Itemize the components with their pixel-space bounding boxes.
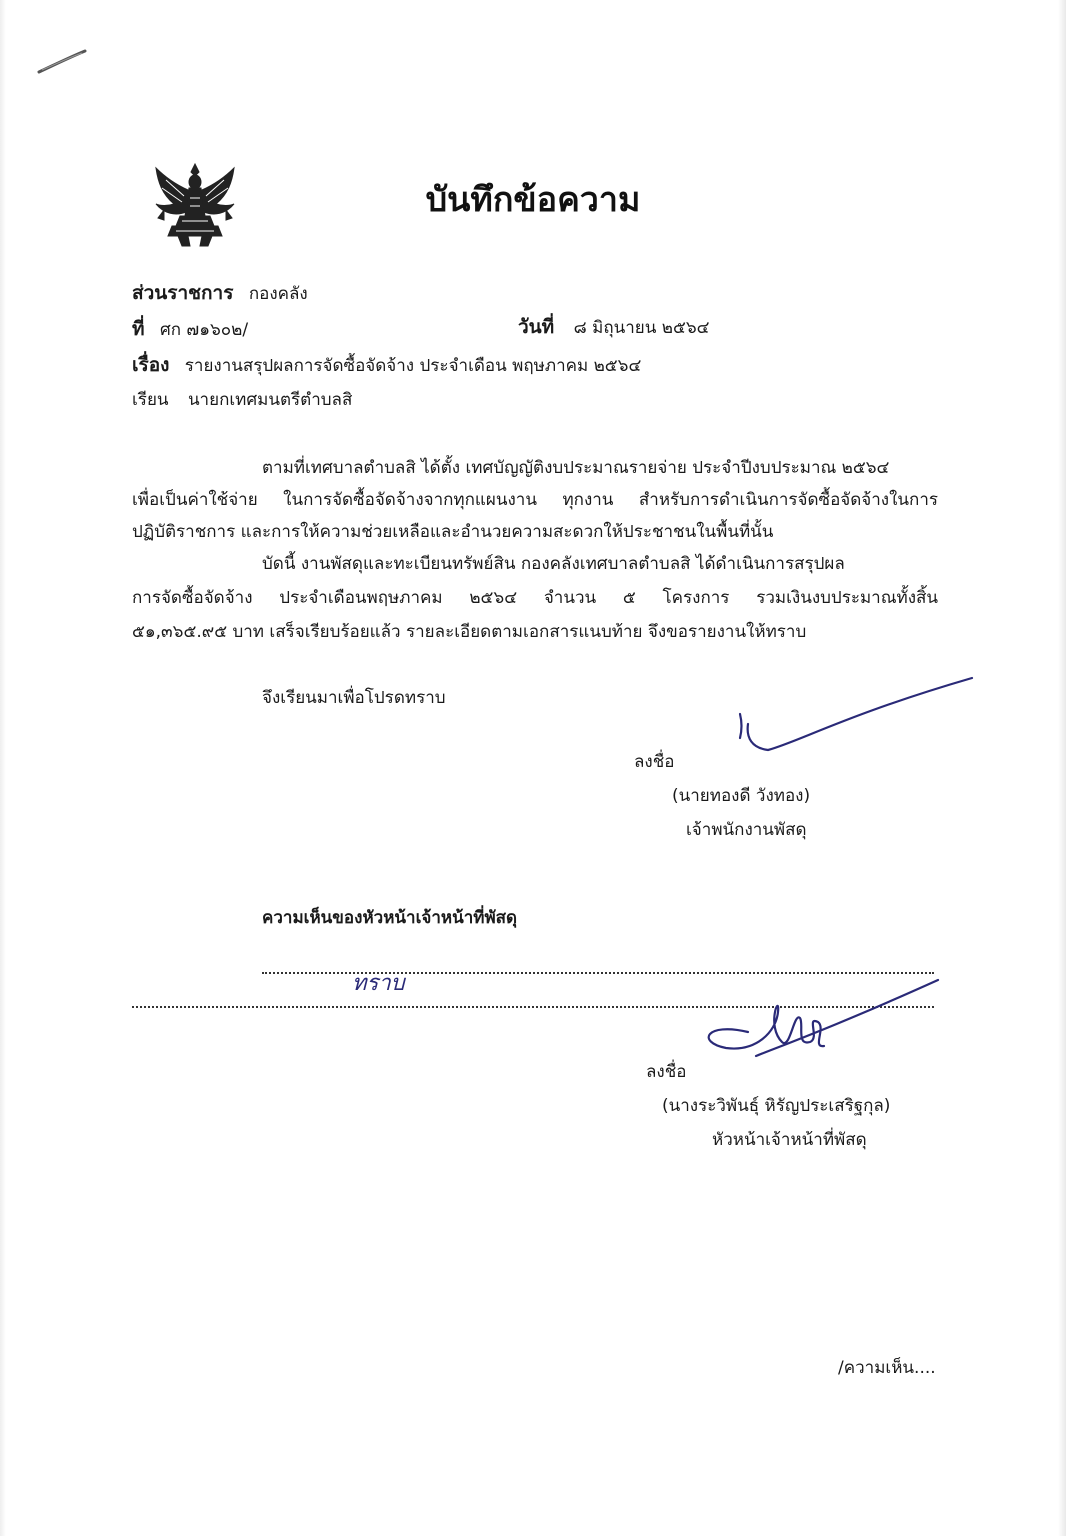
memo-title: บันทึกข้อความ: [425, 180, 641, 220]
signature-1-icon: [728, 672, 988, 772]
recipient-value: นายกเทศมนตรีตำบลสิ: [187, 390, 353, 410]
signer-1-sign-label: ลงชื่อ: [634, 752, 675, 772]
continuation-note: /ความเห็น....: [838, 1358, 936, 1378]
handwritten-opinion-text: ทราบ: [352, 971, 405, 996]
handwritten-opinion: [348, 966, 438, 1000]
subject-label: เรื่อง: [132, 354, 170, 376]
reference-label: ที่: [132, 318, 145, 340]
pen-mark: [36, 48, 88, 76]
date-label: วันที่: [518, 316, 555, 338]
signer-2-name: (นางระวิพันธุ์ หิรัญประเสริฐกุล): [662, 1096, 891, 1116]
opinion-heading: ความเห็นของหัวหน้าเจ้าหน้าที่พัสดุ: [262, 908, 518, 928]
agency-row: [132, 278, 308, 308]
body-p2-line1: บัดนี้ งานพัสดุและทะเบียนทรัพย์สิน กองคลังเทศบาลตำบลสิ ได้ดำเนินการสรุปผล: [262, 554, 845, 574]
subject-value: รายงานสรุปผลการจัดซื้อจัดจ้าง ประจำเดือน พฤษภาคม ๒๕๖๔: [184, 356, 642, 376]
reference-value: ศก ๗๑๖๐๒/: [159, 320, 249, 340]
recipient-label: เรียน: [132, 390, 169, 410]
signer-2-sign-label: ลงชื่อ: [646, 1062, 687, 1082]
body-p1-line1: ตามที่เทศบาลตำบลสิ ได้ตั้ง เทศบัญญัติงบประมาณรายจ่าย ประจำปีงบประมาณ ๒๕๖๔: [262, 458, 890, 478]
signer-1-name: (นายทองดี วังทอง): [672, 786, 811, 806]
body-p1-line2: เพื่อเป็นค่าใช้จ่าย ในการจัดซื้อจัดจ้างจากทุกแผนงาน ทุกงาน สำหรับการดำเนินการจัดซื้อจัดจ้างในการ: [132, 490, 938, 510]
body-p2-line3: ๕๑,๓๖๕.๙๕ บาท เสร็จเรียบร้อยแล้ว รายละเอียดตามเอกสารแนบท้าย จึงขอรายงานให้ทราบ: [132, 622, 807, 642]
date-row: [518, 312, 710, 342]
date-value: ๘ มิถุนายน ๒๕๖๔: [573, 318, 710, 338]
signer-2-position: หัวหน้าเจ้าหน้าที่พัสดุ: [712, 1130, 867, 1150]
closing-text: จึงเรียนมาเพื่อโปรดทราบ: [262, 688, 446, 708]
reference-row: [132, 314, 248, 344]
signer-1-position: เจ้าพนักงานพัสดุ: [686, 820, 807, 840]
body-p2-line2: การจัดซื้อจัดจ้าง ประจำเดือนพฤษภาคม ๒๕๖๔ จำนวน ๕ โครงการ รวมเงินงบประมาณทั้งสิ้น: [132, 588, 938, 608]
agency-value: กองคลัง: [248, 284, 308, 304]
signature-2-icon: [686, 972, 946, 1082]
agency-label: ส่วนราชการ: [132, 282, 234, 304]
recipient-row: [132, 386, 352, 413]
body-p1-line3: ปฏิบัติราชการ และการให้ความช่วยเหลือและอำนวยความสะดวกให้ประชาชนในพื้นที่นั้น: [132, 522, 774, 542]
subject-row: [132, 350, 641, 380]
